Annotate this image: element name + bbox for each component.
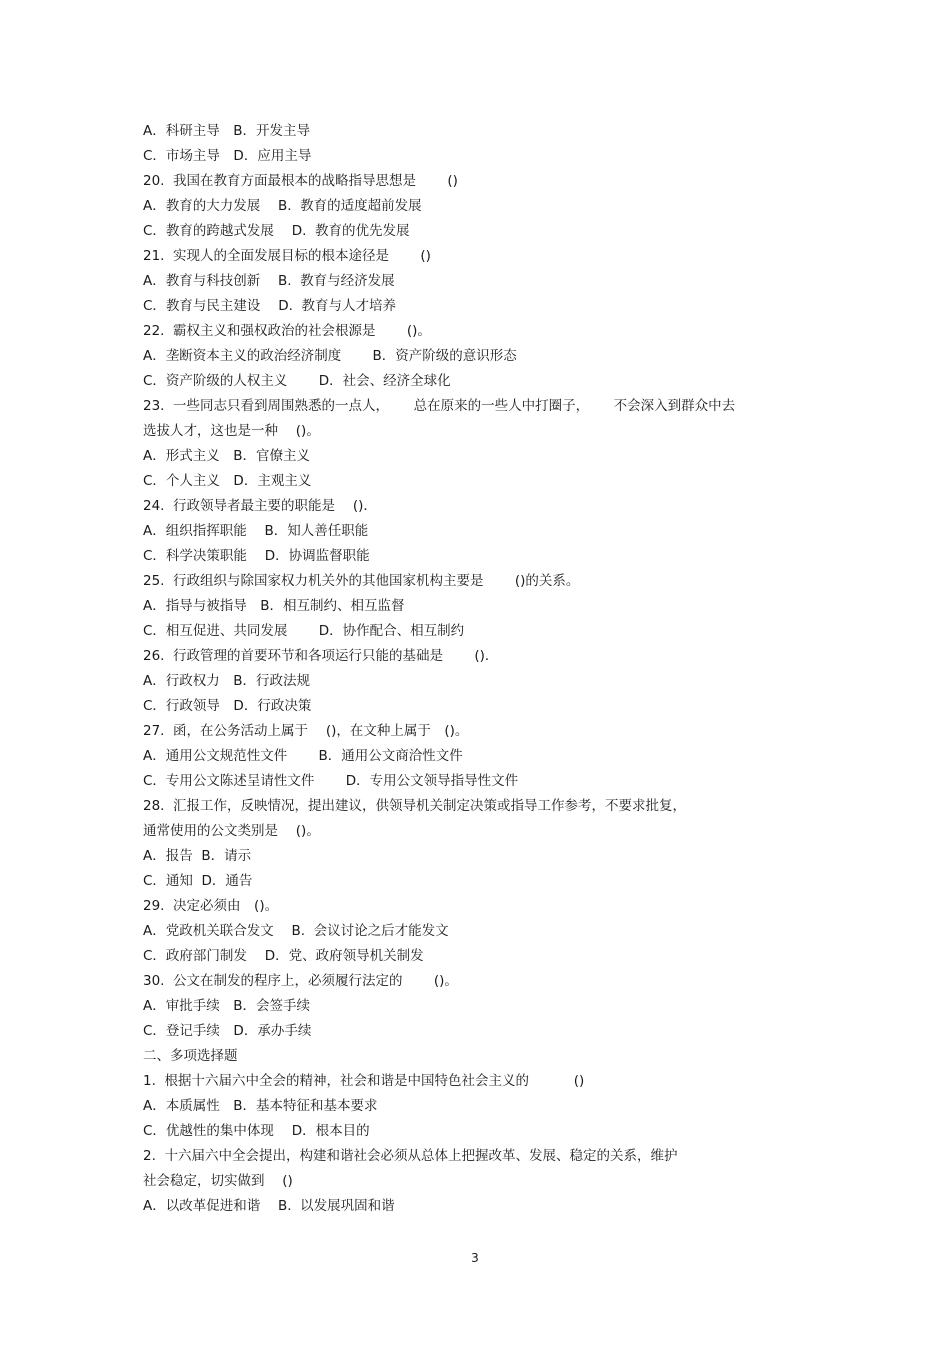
text-line: C．相互促进、共同发展 D．协作配合、相互制约 <box>143 623 465 639</box>
text-line: C．专用公文陈述呈请性文件 D．专用公文领导指导性文件 <box>143 773 519 789</box>
text-line: A．垄断资本主义的政治经济制度 B．资产阶级的意识形态 <box>143 348 517 364</box>
text-line: 1. 根据十六届六中全会的精神，社会和谐是中国特色社会主义的 () <box>143 1073 585 1089</box>
text-line: C．优越性的集中体现 D．根本目的 <box>143 1123 370 1139</box>
text-line: 29. 决定必须由 ()。 <box>143 898 279 914</box>
text-line: C．资产阶级的人权主义 D．社会、经济全球化 <box>143 373 451 389</box>
text-line: A．科研主导 B．开发主导 <box>143 123 310 139</box>
text-line: 24. 行政领导者最主要的职能是 ()． <box>143 498 377 514</box>
text-line: 26. 行政管理的首要环节和各项运行只能的基础是 ()． <box>143 648 499 664</box>
text-line: C．教育与民主建设 D. 教育与人才培养 <box>143 298 396 314</box>
text-line: 27. 函，在公务活动上属于 ()，在文种上属于 ()。 <box>143 723 469 739</box>
text-line: 23. 一些同志只看到周围熟悉的一点人， 总在原来的一些人中打圈子， 不会深入到群众中去 <box>143 398 736 414</box>
text-line: A．教育与科技创新 B. 教育与经济发展 <box>143 273 395 289</box>
text-line: 通常使用的公文类别是 ()。 <box>143 823 320 839</box>
text-line: C．科学决策职能 D．协调监督职能 <box>143 548 370 564</box>
text-line: 30. 公文在制发的程序上，必须履行法定的 ()。 <box>143 973 458 989</box>
text-line: 选拔人才，这也是一种 ()。 <box>143 423 320 439</box>
text-line: C．通知 D．通告 <box>143 873 253 889</box>
text-line: C．市场主导 D．应用主导 <box>143 148 312 164</box>
text-line: A．本质属性 B．基本特征和基本要求 <box>143 1098 378 1114</box>
text-line: A．指导与被指导 B．相互制约、相互监督 <box>143 598 405 614</box>
text-line: A．行政权力 B．行政法规 <box>143 673 310 689</box>
text-line: C．个人主义 D．主观主义 <box>143 473 312 489</box>
text-line: A．以改革促进和谐 B. 以发展巩固和谐 <box>143 1198 395 1214</box>
text-line: 25. 行政组织与除国家权力机关外的其他国家机构主要是 ()的关系。 <box>143 573 580 589</box>
text-line: A．通用公文规范性文件 B．通用公文商洽性文件 <box>143 748 463 764</box>
text-line: C．登记手续 D．承办手续 <box>143 1023 312 1039</box>
text-line: 社会稳定，切实做到 () <box>143 1173 293 1189</box>
text-line: A．形式主义 B．官僚主义 <box>143 448 310 464</box>
text-line: A．组织指挥职能 B．知人善任职能 <box>143 523 369 539</box>
text-line: 2. 十六届六中全会提出，构建和谐社会必须从总体上把握改革、发展、稳定的关系，维护 <box>143 1148 678 1164</box>
text-line: A．审批手续 B．会签手续 <box>143 998 310 1014</box>
text-line: A．党政机关联合发文 B. 会议讨论之后才能发文 <box>143 923 449 939</box>
text-line: A．教育的大力发展 B. 教育的适度超前发展 <box>143 198 422 214</box>
page-number: 3 <box>471 1251 479 1265</box>
document-body <box>143 120 823 1220</box>
text-line: 21. 实现人的全面发展目标的根本途径是 () <box>143 248 431 264</box>
text-line: 20. 我国在教育方面最根本的战略指导思想是 () <box>143 173 458 189</box>
text-line: A．报告 B．请示 <box>143 848 252 864</box>
text-line: C．政府部门制发 D．党、政府领导机关制发 <box>143 948 424 964</box>
text-line: C．教育的跨越式发展 D. 教育的优先发展 <box>143 223 410 239</box>
text-line: 22. 霸权主义和强权政治的社会根源是 ()。 <box>143 323 431 339</box>
text-line: C．行政领导 D．行政决策 <box>143 698 312 714</box>
text-line: 28. 汇报工作，反映情况，提出建议，供领导机关制定决策或指导工作参考，不要求批复， <box>143 798 687 814</box>
text-line: 二、多项选择题 <box>143 1048 238 1064</box>
